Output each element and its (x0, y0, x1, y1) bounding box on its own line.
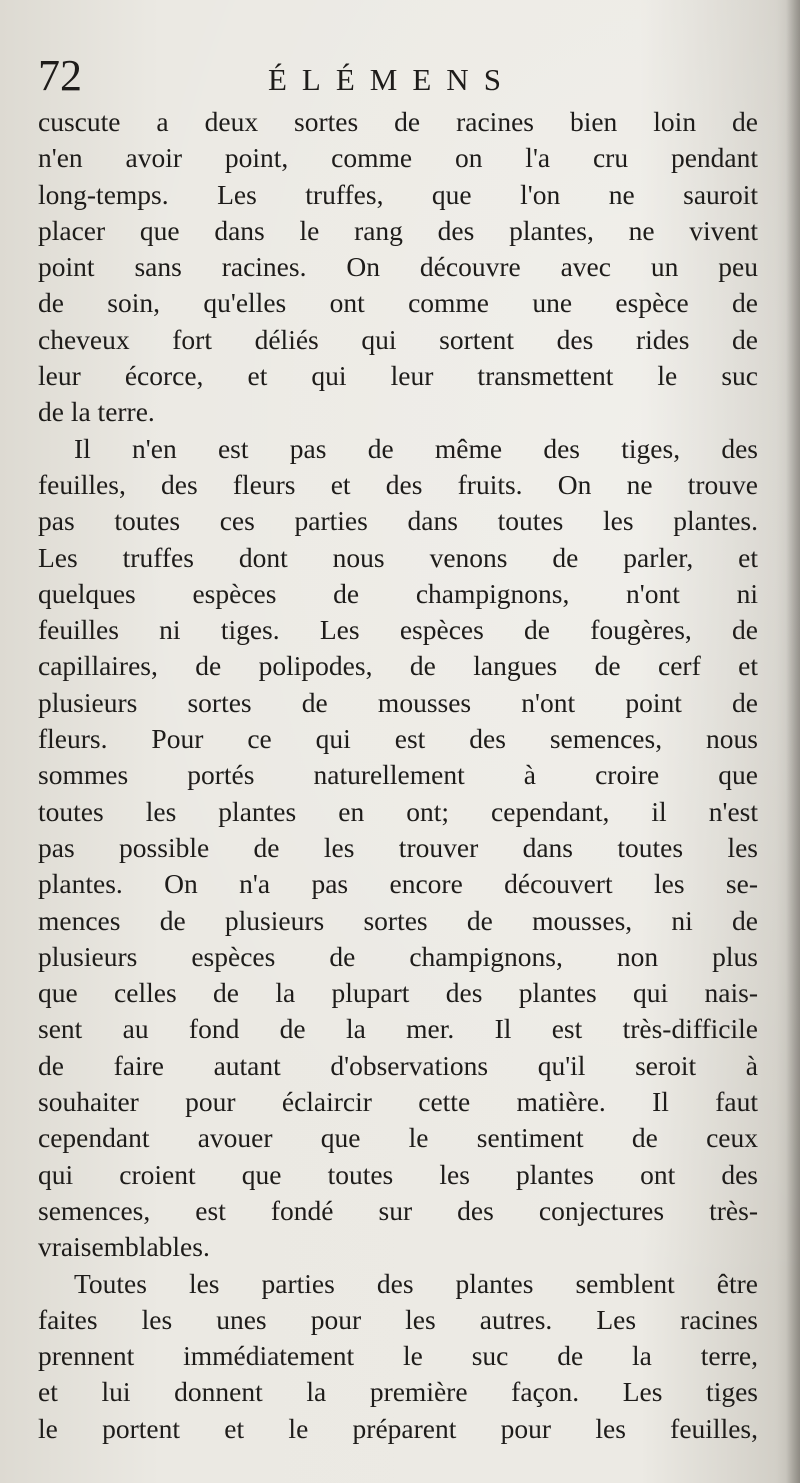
text-line: Il n'en est pas de même des tiges, des (74, 432, 758, 464)
body-text (38, 104, 758, 1447)
paragraph-2 (38, 431, 758, 1266)
text-line: plusieurs sortes de mousses n'ont point de (38, 686, 758, 718)
text-line: cependant avouer que le sentiment de ceux (38, 1122, 758, 1154)
text-line: de soin, qu'elles ont comme une espèce de (38, 287, 758, 319)
text-line: faites les unes pour les autres. Les racines (38, 1303, 758, 1335)
text-line: prennent immédiatement le suc de la terre, (38, 1340, 758, 1372)
text-line: plantes. On n'a pas encore découvert les se- (38, 868, 758, 900)
text-line: n'en avoir point, comme on l'a cru pendant (38, 142, 758, 174)
text-line: long-temps. Les truffes, que l'on ne sauroit (38, 178, 758, 210)
text-line: cheveux fort déliés qui sortent des rides de (38, 323, 758, 355)
paragraph-3 (38, 1266, 758, 1447)
paragraph-1 (38, 104, 758, 431)
page-edge-shadow (786, 0, 800, 1483)
text-line: quelques espèces de champignons, n'ont ni (38, 577, 758, 609)
text-line: de faire autant d'observations qu'il seroit à (38, 1049, 758, 1081)
text-line: qui croient que toutes les plantes ont des (38, 1158, 758, 1190)
text-line: que celles de la plupart des plantes qui nais- (38, 977, 758, 1009)
text-line: pas toutes ces parties dans toutes les plantes. (38, 505, 758, 537)
text-line: leur écorce, et qui leur transmettent le suc (38, 360, 758, 392)
text-line: Les truffes dont nous venons de parler, et (38, 541, 758, 573)
text-line: cuscute a deux sortes de racines bien loin de (38, 106, 758, 137)
text-line: feuilles ni tiges. Les espèces de fougères, de (38, 614, 758, 646)
text-line: feuilles, des fleurs et des fruits. On ne trouve (38, 468, 758, 500)
text-line: plusieurs espèces de champignons, non plus (38, 940, 758, 972)
text-line: point sans racines. On découvre avec un peu (38, 251, 758, 283)
text-line: toutes les plantes en ont; cependant, il n'est (38, 795, 758, 827)
text-line: placer que dans le rang des plantes, ne vivent (38, 214, 758, 246)
text-line: sent au fond de la mer. Il est très-difficile (38, 1013, 758, 1045)
text-line: le portent et le préparent pour les feuilles, (38, 1412, 758, 1444)
text-line: mences de plusieurs sortes de mousses, ni de (38, 904, 758, 936)
text-line: et lui donnent la première façon. Les tiges (38, 1376, 758, 1408)
page-header (38, 46, 758, 106)
text-line: fleurs. Pour ce qui est des semences, nous (38, 723, 758, 755)
text-line: souhaiter pour éclaircir cette matière. Il faut (38, 1086, 758, 1118)
text-line: capillaires, de polipodes, de langues de cerf et (38, 650, 758, 682)
text-line: pas possible de les trouver dans toutes les (38, 831, 758, 863)
page-number: 72 (38, 51, 82, 100)
text-line: Toutes les parties des plantes semblent être (74, 1267, 758, 1299)
text-line: semences, est fondé sur des conjectures très- (38, 1194, 758, 1226)
running-head: ÉLÉMENS (268, 62, 516, 97)
text-line: sommes portés naturellement à croire que (38, 759, 758, 791)
text-line: vraisemblables. (38, 1231, 210, 1263)
text-line: de la terre. (38, 396, 155, 428)
